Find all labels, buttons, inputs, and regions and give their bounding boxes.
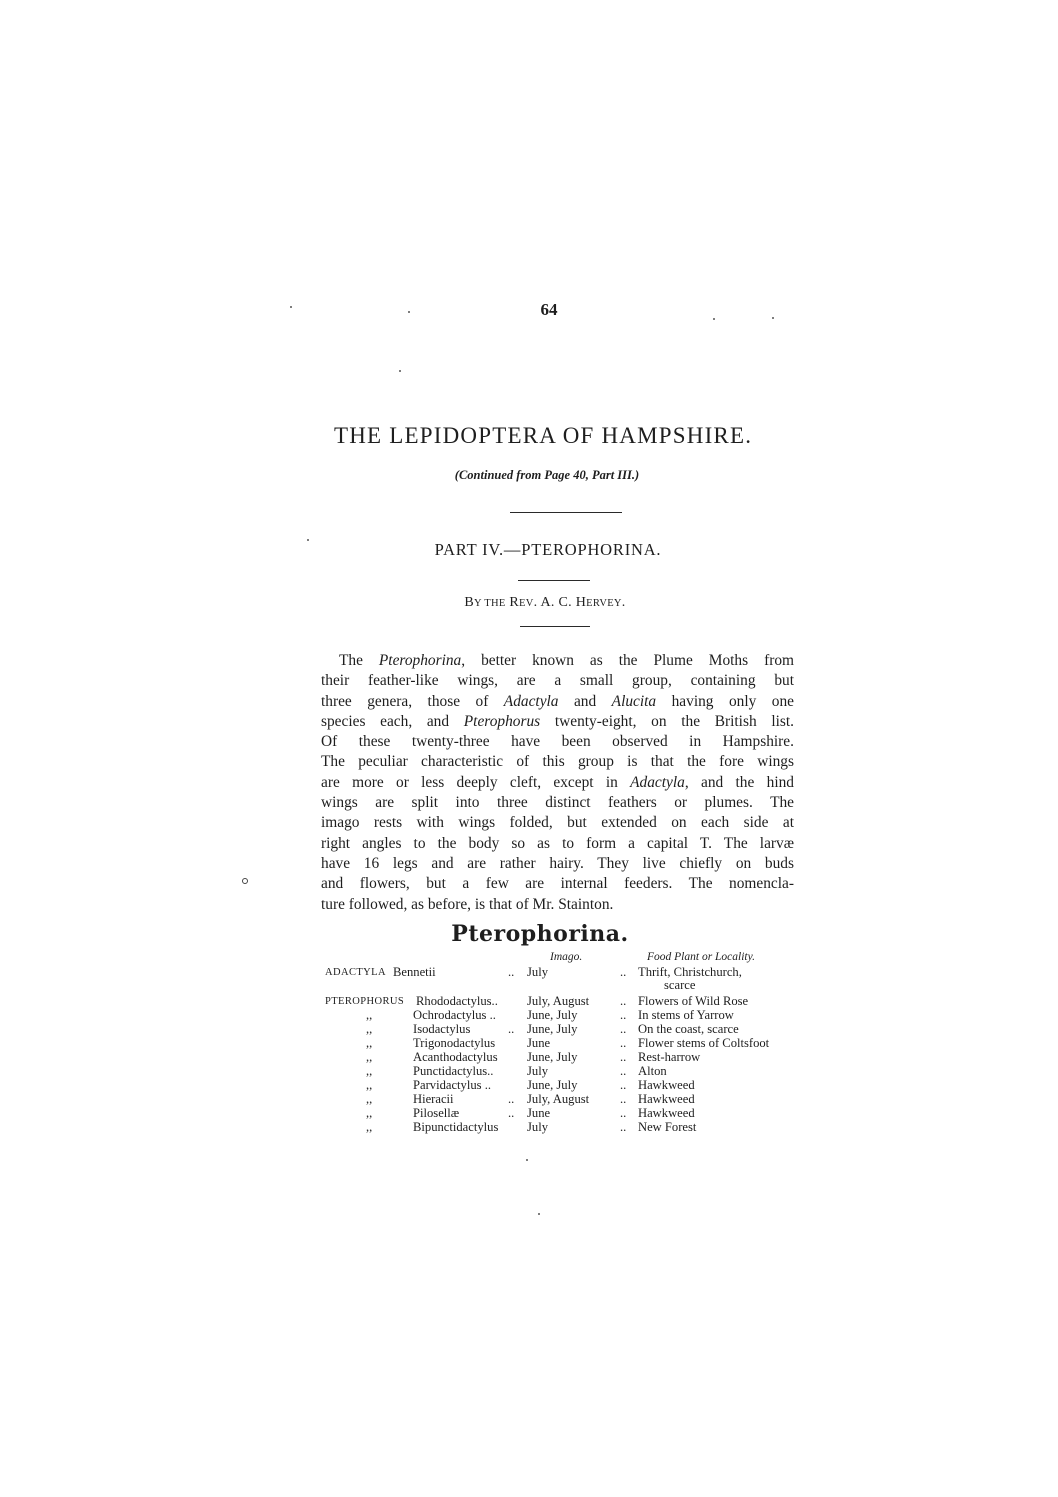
food-plant: Flowers of Wild Rose	[638, 994, 749, 1008]
food-plant: Hawkweed	[638, 1092, 695, 1106]
food-plant: In stems of Yarrow	[638, 1008, 734, 1022]
species-name: Isodactylus	[413, 1022, 471, 1036]
species-name: Parvidactylus ..	[413, 1078, 491, 1092]
food-plant: On the coast, scarce	[638, 1022, 739, 1036]
scan-speck	[290, 306, 292, 308]
body-line: ture followed, as before, is that of Mr. Stainton.	[321, 895, 614, 913]
continued-note: (Continued from Page 40, Part III.)	[454, 468, 640, 482]
imago-months: July	[527, 1120, 548, 1134]
byline-end: .	[621, 595, 626, 610]
species-name: Rhododactylus..	[416, 994, 498, 1008]
italic-genus: Pterophorina	[378, 652, 462, 669]
leader-dots: ..	[508, 1092, 515, 1106]
page-number: 64	[540, 300, 558, 319]
scan-speck	[242, 878, 248, 884]
byline-name: . A. C. H	[533, 595, 587, 610]
leader-dots: ..	[508, 965, 515, 979]
genus-name: ADACTYLA	[325, 967, 386, 978]
species-name: Ochrodactylus ..	[413, 1008, 496, 1022]
scan-speck	[399, 370, 401, 372]
column-header-food: Food Plant or Locality.	[647, 951, 755, 963]
leader-dots: ..	[620, 1022, 627, 1036]
food-plant: New Forest	[638, 1120, 697, 1134]
imago-months: July	[527, 965, 548, 979]
byline-by: B	[464, 595, 475, 610]
species-name: Punctidactylus..	[413, 1064, 494, 1078]
leader-dots: ..	[620, 1064, 627, 1078]
genus-ditto: ,,	[366, 1092, 373, 1106]
imago-months: July, August	[527, 1092, 590, 1106]
leader-dots: ..	[620, 1036, 627, 1050]
genus-name: PTEROPHORUS	[325, 996, 405, 1007]
leader-dots: ..	[620, 1106, 627, 1120]
food-plant-continued: scarce	[664, 978, 696, 992]
genus-ditto: ,,	[366, 1050, 373, 1064]
genus-ditto: ,,	[366, 1120, 373, 1134]
italic-genus: Adactyla	[630, 773, 685, 791]
leader-dots: ..	[620, 1050, 627, 1064]
food-plant: Hawkweed	[638, 1078, 695, 1092]
body-line: wings are split into three distinct feathers or plumes. The	[321, 794, 794, 812]
column-header-imago: Imago.	[550, 951, 583, 963]
leader-dots: ..	[508, 1022, 515, 1036]
genus-ditto: ,,	[366, 1036, 373, 1050]
byline-name-small: ERVEY	[586, 598, 622, 609]
leader-dots: ..	[620, 1120, 627, 1134]
part-title: PART IV.—PTEROPHORINA.	[434, 540, 662, 559]
scan-speck	[307, 539, 309, 541]
body-line: their feather-like wings, are a small group, containing but	[321, 672, 794, 690]
imago-months: June	[527, 1106, 551, 1120]
imago-months: June	[527, 1036, 551, 1050]
body-line: The peculiar characteristic of this group is that the fore wings	[321, 753, 794, 771]
body-line: three genera, those of Adactyla and Alucita having only one	[321, 692, 794, 710]
food-plant: Thrift, Christchurch,	[638, 965, 742, 979]
section-heading: Pterophorina.	[451, 921, 629, 947]
imago-months: June, July	[527, 1008, 578, 1022]
food-plant: Alton	[638, 1064, 667, 1078]
imago-months: June, July	[527, 1050, 578, 1064]
italic-genus: Alucita	[611, 692, 657, 710]
body-line: imago rests with wings folded, but extended on each side at	[321, 814, 794, 832]
body-line: The Pterophorina, better known as the Plume Moths from	[339, 652, 794, 669]
leader-dots: ..	[620, 994, 627, 1008]
scan-speck	[526, 1159, 528, 1161]
food-plant: Rest-harrow	[638, 1050, 701, 1064]
scan-speck	[713, 318, 715, 320]
body-line: species each, and Pterophorus twenty-eight, on the British list.	[321, 712, 794, 730]
page-title: THE LEPIDOPTERA OF HAMPSHIRE.	[334, 423, 753, 448]
genus-ditto: ,,	[366, 1078, 373, 1092]
food-plant: Flower stems of Coltsfoot	[638, 1036, 770, 1050]
byline-rev: R	[505, 595, 520, 610]
byline-rev-small: EV	[519, 598, 534, 609]
genus-ditto: ,,	[366, 1022, 373, 1036]
body-line: have 16 legs and are rather hairy. They live chiefly on buds	[321, 854, 794, 872]
italic-genus: Pterophorus	[463, 712, 541, 730]
leader-dots: ..	[508, 1106, 515, 1120]
leader-dots: ..	[620, 965, 627, 979]
species-name: Acanthodactylus	[413, 1050, 498, 1064]
imago-months: June, July	[527, 1022, 578, 1036]
genus-ditto: ,,	[366, 1064, 373, 1078]
genus-ditto: ,,	[366, 1106, 373, 1120]
species-name: Hieracii	[413, 1092, 454, 1106]
body-line: and flowers, but a few are internal feeders. The nomencla-	[321, 875, 794, 893]
food-plant: Hawkweed	[638, 1106, 695, 1120]
scan-speck	[538, 1213, 540, 1215]
imago-months: July	[527, 1064, 548, 1078]
body-line: Of these twenty-three have been observed in Hampshire.	[321, 733, 794, 751]
body-line: right angles to the body so as to form a capital T. The larvæ	[321, 834, 794, 852]
species-name: Trigonodactylus	[413, 1036, 496, 1050]
scan-speck	[772, 317, 774, 319]
species-name: Pilosellæ	[413, 1106, 460, 1120]
leader-dots: ..	[620, 1008, 627, 1022]
species-name: Bennetii	[393, 965, 436, 979]
leader-dots: ..	[620, 1092, 627, 1106]
species-name: Bipunctidactylus	[413, 1120, 499, 1134]
imago-months: July, August	[527, 994, 590, 1008]
scan-speck	[408, 311, 410, 313]
leader-dots: ..	[620, 1078, 627, 1092]
italic-genus: Adactyla	[503, 692, 559, 710]
byline-by-small: Y THE	[474, 598, 506, 609]
genus-ditto: ,,	[366, 1008, 373, 1022]
body-line: are more or less deeply cleft, except in Adactyla, and the hind	[321, 773, 794, 791]
imago-months: June, July	[527, 1078, 578, 1092]
